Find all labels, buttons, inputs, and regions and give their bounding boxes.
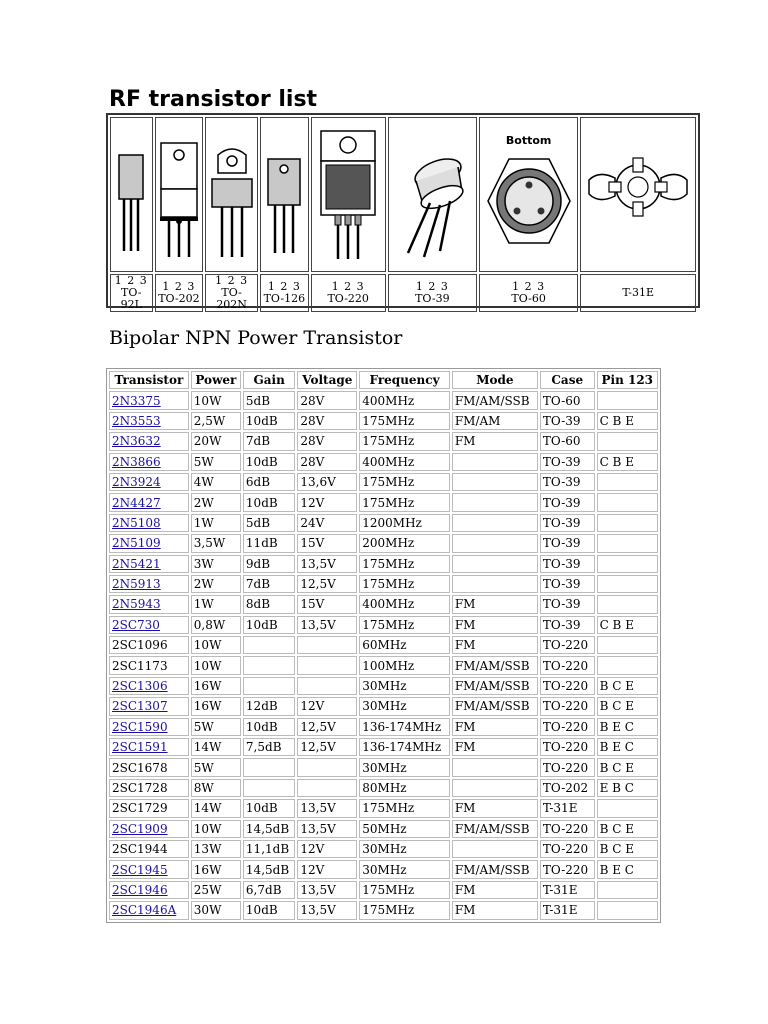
cell-frequency: 1200MHz [359, 514, 450, 532]
transistor-name: 2SC1729 [112, 801, 168, 816]
package-label-to-220: 1 2 3 TO-220 [311, 274, 386, 312]
cell-voltage: 13,5V [297, 820, 357, 838]
to-92l-package-icon [110, 117, 153, 272]
cell-gain: 7dB [243, 575, 295, 593]
cell-frequency: 100MHz [359, 656, 450, 674]
header-frequency: Frequency [359, 371, 450, 389]
cell-frequency: 175MHz [359, 901, 450, 919]
table-row [109, 493, 658, 511]
cell-voltage: 12V [297, 493, 357, 511]
cell-case: TO-220 [540, 860, 595, 878]
cell-mode: FM/AM/SSB [452, 820, 538, 838]
cell-pin [597, 595, 658, 613]
transistor-link[interactable]: 2SC1946 [112, 882, 168, 897]
cell-case: TO-39 [540, 514, 595, 532]
cell-power: 10W [191, 391, 241, 409]
table-row [109, 412, 658, 430]
cell-frequency: 30MHz [359, 860, 450, 878]
cell-case: TO-220 [540, 677, 595, 695]
cell-transistor [109, 636, 189, 654]
transistor-link[interactable]: 2N5943 [112, 597, 161, 612]
cell-transistor [109, 758, 189, 776]
cell-transistor [109, 779, 189, 797]
transistor-link[interactable]: 2SC1307 [112, 699, 168, 714]
package-label-to-39: 1 2 3 TO-39 [388, 274, 477, 312]
transistor-link[interactable]: 2SC1946A [112, 903, 177, 918]
header-power: Power [191, 371, 241, 389]
cell-power: 16W [191, 697, 241, 715]
package-label-to-202n: 1 2 3 TO-202N [205, 274, 258, 312]
cell-voltage: 13,5V [297, 616, 357, 634]
cell-pin [597, 391, 658, 409]
cell-pin: B E C [597, 860, 658, 878]
transistor-link[interactable]: 2N5108 [112, 515, 161, 530]
to-60-package-icon [479, 117, 578, 272]
cell-frequency: 175MHz [359, 799, 450, 817]
package-diagram-table [106, 113, 700, 311]
cell-power: 8W [191, 779, 241, 797]
cell-gain: 11,1dB [243, 840, 295, 858]
cell-voltage: 12V [297, 840, 357, 858]
cell-frequency: 175MHz [359, 616, 450, 634]
cell-mode: FM [452, 432, 538, 450]
cell-transistor [109, 473, 189, 491]
cell-pin [597, 881, 658, 899]
cell-case: TO-220 [540, 656, 595, 674]
cell-case: TO-220 [540, 718, 595, 736]
cell-frequency: 400MHz [359, 453, 450, 471]
header-pin: Pin 123 [597, 371, 658, 389]
cell-frequency: 136-174MHz [359, 718, 450, 736]
table-row [109, 534, 658, 552]
cell-power: 1W [191, 514, 241, 532]
cell-transistor [109, 595, 189, 613]
transistor-link[interactable]: 2N3632 [112, 434, 161, 449]
transistor-link[interactable]: 2N5109 [112, 536, 161, 551]
transistor-name: 2SC1944 [112, 842, 168, 857]
cell-gain: 10dB [243, 799, 295, 817]
table-row [109, 555, 658, 573]
cell-case: TO-60 [540, 391, 595, 409]
cell-power: 2W [191, 493, 241, 511]
table-row [109, 881, 658, 899]
transistor-link[interactable]: 2SC1306 [112, 679, 168, 694]
cell-pin: B C E [597, 820, 658, 838]
cell-mode: FM [452, 616, 538, 634]
transistor-link[interactable]: 2SC730 [112, 617, 160, 632]
package-label-t-31e: T-31E [580, 274, 696, 312]
cell-gain: 10dB [243, 718, 295, 736]
cell-case: TO-39 [540, 473, 595, 491]
cell-power: 10W [191, 656, 241, 674]
cell-transistor [109, 677, 189, 695]
cell-voltage: 13,5V [297, 799, 357, 817]
cell-pin: E B C [597, 779, 658, 797]
cell-pin: B C E [597, 697, 658, 715]
cell-gain [243, 636, 295, 654]
transistor-name: 2SC1173 [112, 658, 168, 673]
cell-mode: FM [452, 595, 538, 613]
transistor-link[interactable]: 2N4427 [112, 495, 161, 510]
transistor-link[interactable]: 2N3866 [112, 454, 161, 469]
cell-pin [597, 636, 658, 654]
to-220-package-icon [311, 117, 386, 272]
header-transistor: Transistor [109, 371, 189, 389]
cell-frequency: 175MHz [359, 555, 450, 573]
cell-transistor [109, 820, 189, 838]
cell-case: TO-220 [540, 820, 595, 838]
cell-case: TO-39 [540, 493, 595, 511]
cell-voltage: 12,5V [297, 575, 357, 593]
cell-case: TO-60 [540, 432, 595, 450]
cell-transistor [109, 555, 189, 573]
cell-case: TO-39 [540, 534, 595, 552]
cell-power: 5W [191, 718, 241, 736]
cell-gain: 12dB [243, 697, 295, 715]
cell-mode [452, 534, 538, 552]
cell-mode [452, 840, 538, 858]
cell-voltage: 28V [297, 432, 357, 450]
transistor-link[interactable]: 2SC1945 [112, 862, 168, 877]
cell-pin [597, 473, 658, 491]
cell-power: 2W [191, 575, 241, 593]
cell-voltage: 28V [297, 453, 357, 471]
cell-case: TO-220 [540, 738, 595, 756]
cell-mode [452, 473, 538, 491]
cell-pin [597, 432, 658, 450]
package-label-to-126: 1 2 3 TO-126 [260, 274, 309, 312]
cell-gain [243, 656, 295, 674]
table-row [109, 677, 658, 695]
cell-voltage [297, 677, 357, 695]
cell-case: TO-202 [540, 779, 595, 797]
cell-case: T-31E [540, 901, 595, 919]
cell-transistor [109, 493, 189, 511]
table-row [109, 901, 658, 919]
table-row [109, 595, 658, 613]
cell-voltage: 28V [297, 412, 357, 430]
cell-transistor [109, 738, 189, 756]
cell-pin [597, 656, 658, 674]
table-row [109, 391, 658, 409]
cell-power: 30W [191, 901, 241, 919]
cell-transistor [109, 412, 189, 430]
cell-transistor [109, 840, 189, 858]
cell-mode: FM/AM [452, 412, 538, 430]
cell-frequency: 175MHz [359, 881, 450, 899]
transistor-link[interactable]: 2SC1590 [112, 719, 168, 734]
cell-frequency: 80MHz [359, 779, 450, 797]
cell-power: 10W [191, 636, 241, 654]
cell-gain: 10dB [243, 901, 295, 919]
cell-mode: FM [452, 901, 538, 919]
cell-case: TO-220 [540, 758, 595, 776]
cell-transistor [109, 453, 189, 471]
cell-gain: 6dB [243, 473, 295, 491]
cell-frequency: 30MHz [359, 758, 450, 776]
cell-pin: C B E [597, 412, 658, 430]
cell-power: 20W [191, 432, 241, 450]
cell-mode [452, 514, 538, 532]
page-title: RF transistor list [109, 87, 318, 112]
cell-frequency: 175MHz [359, 432, 450, 450]
table-row [109, 779, 658, 797]
cell-case: TO-39 [540, 575, 595, 593]
cell-mode: FM [452, 799, 538, 817]
table-row [109, 473, 658, 491]
cell-voltage: 13,5V [297, 901, 357, 919]
cell-pin [597, 493, 658, 511]
transistor-link[interactable]: 2N3924 [112, 475, 161, 490]
transistor-link[interactable]: 2SC1591 [112, 740, 168, 755]
to-39-package-icon [388, 117, 477, 272]
transistor-table [106, 368, 661, 923]
cell-case: TO-39 [540, 412, 595, 430]
cell-frequency: 400MHz [359, 391, 450, 409]
cell-case: TO-220 [540, 840, 595, 858]
cell-power: 5W [191, 758, 241, 776]
table-row [109, 840, 658, 858]
cell-transistor [109, 901, 189, 919]
cell-mode: FM/AM/SSB [452, 860, 538, 878]
cell-transistor [109, 860, 189, 878]
cell-voltage: 12,5V [297, 718, 357, 736]
cell-frequency: 30MHz [359, 697, 450, 715]
cell-gain: 10dB [243, 493, 295, 511]
table-row [109, 432, 658, 450]
cell-mode [452, 758, 538, 776]
cell-pin [597, 534, 658, 552]
cell-pin [597, 514, 658, 532]
cell-pin [597, 555, 658, 573]
cell-power: 3W [191, 555, 241, 573]
header-case: Case [540, 371, 595, 389]
header-mode: Mode [452, 371, 538, 389]
cell-frequency: 60MHz [359, 636, 450, 654]
cell-gain: 14,5dB [243, 820, 295, 838]
cell-case: TO-220 [540, 697, 595, 715]
cell-case: T-31E [540, 799, 595, 817]
cell-power: 25W [191, 881, 241, 899]
cell-transistor [109, 718, 189, 736]
cell-mode: FM [452, 881, 538, 899]
cell-gain: 7dB [243, 432, 295, 450]
cell-mode [452, 779, 538, 797]
cell-mode: FM [452, 718, 538, 736]
transistor-link[interactable]: 2N5421 [112, 556, 161, 571]
cell-mode: FM [452, 738, 538, 756]
table-row [109, 860, 658, 878]
cell-mode: FM/AM/SSB [452, 697, 538, 715]
cell-mode: FM/AM/SSB [452, 656, 538, 674]
cell-pin: B E C [597, 718, 658, 736]
table-row [109, 453, 658, 471]
cell-mode [452, 493, 538, 511]
cell-mode [452, 575, 538, 593]
cell-case: TO-39 [540, 555, 595, 573]
table-row [109, 758, 658, 776]
cell-case: TO-39 [540, 453, 595, 471]
cell-voltage: 28V [297, 391, 357, 409]
package-label-to-60: 1 2 3 TO-60 [479, 274, 578, 312]
cell-gain: 14,5dB [243, 860, 295, 878]
bottom-view-caption: Bottom [505, 134, 552, 147]
cell-gain: 10dB [243, 453, 295, 471]
cell-voltage [297, 758, 357, 776]
cell-gain: 6,7dB [243, 881, 295, 899]
cell-voltage: 12V [297, 860, 357, 878]
cell-pin [597, 799, 658, 817]
cell-power: 13W [191, 840, 241, 858]
cell-voltage: 12V [297, 697, 357, 715]
cell-transistor [109, 616, 189, 634]
cell-power: 10W [191, 820, 241, 838]
cell-mode: FM/AM/SSB [452, 391, 538, 409]
cell-frequency: 175MHz [359, 412, 450, 430]
cell-power: 14W [191, 799, 241, 817]
cell-mode [452, 453, 538, 471]
cell-voltage: 13,6V [297, 473, 357, 491]
cell-pin [597, 901, 658, 919]
cell-voltage [297, 656, 357, 674]
cell-voltage: 15V [297, 534, 357, 552]
cell-power: 5W [191, 453, 241, 471]
cell-gain [243, 758, 295, 776]
cell-pin: B E C [597, 738, 658, 756]
cell-gain: 10dB [243, 616, 295, 634]
cell-pin [597, 575, 658, 593]
cell-frequency: 175MHz [359, 493, 450, 511]
cell-frequency: 50MHz [359, 820, 450, 838]
cell-power: 16W [191, 860, 241, 878]
cell-gain: 7,5dB [243, 738, 295, 756]
table-row [109, 799, 658, 817]
transistor-link[interactable]: 2N3375 [112, 393, 161, 408]
cell-transistor [109, 534, 189, 552]
cell-frequency: 30MHz [359, 677, 450, 695]
package-label-to-92l: 1 2 3 TO-92L [110, 274, 153, 312]
table-row [109, 718, 658, 736]
cell-power: 4W [191, 473, 241, 491]
table-row [109, 738, 658, 756]
cell-power: 14W [191, 738, 241, 756]
to-202-package-icon [155, 117, 204, 272]
cell-voltage: 12,5V [297, 738, 357, 756]
cell-frequency: 400MHz [359, 595, 450, 613]
cell-voltage: 13,5V [297, 555, 357, 573]
cell-gain [243, 779, 295, 797]
cell-voltage: 24V [297, 514, 357, 532]
cell-pin: B C E [597, 677, 658, 695]
cell-power: 1W [191, 595, 241, 613]
transistor-link[interactable]: 2N3553 [112, 413, 161, 428]
header-voltage: Voltage [297, 371, 357, 389]
to-126-package-icon [260, 117, 309, 272]
cell-pin: B C E [597, 840, 658, 858]
transistor-link[interactable]: 2N5913 [112, 577, 161, 592]
cell-power: 0,8W [191, 616, 241, 634]
cell-pin: C B E [597, 616, 658, 634]
cell-mode: FM [452, 636, 538, 654]
table-row [109, 820, 658, 838]
cell-frequency: 30MHz [359, 840, 450, 858]
table-row [109, 514, 658, 532]
cell-gain [243, 677, 295, 695]
cell-mode [452, 555, 538, 573]
cell-transistor [109, 799, 189, 817]
cell-case: TO-39 [540, 616, 595, 634]
cell-gain: 5dB [243, 391, 295, 409]
cell-frequency: 200MHz [359, 534, 450, 552]
cell-mode: FM/AM/SSB [452, 677, 538, 695]
cell-transistor [109, 575, 189, 593]
transistor-name: 2SC1678 [112, 760, 168, 775]
cell-voltage: 15V [297, 595, 357, 613]
package-label-to-202: 1 2 3 TO-202 [155, 274, 204, 312]
table-row [109, 636, 658, 654]
cell-power: 2,5W [191, 412, 241, 430]
cell-voltage [297, 636, 357, 654]
cell-transistor [109, 432, 189, 450]
cell-frequency: 136-174MHz [359, 738, 450, 756]
table-header-row [109, 371, 658, 389]
transistor-link[interactable]: 2SC1909 [112, 821, 168, 836]
section-title: Bipolar NPN Power Transistor [109, 327, 403, 349]
header-gain: Gain [243, 371, 295, 389]
cell-gain: 9dB [243, 555, 295, 573]
cell-case: T-31E [540, 881, 595, 899]
transistor-name: 2SC1096 [112, 638, 168, 653]
cell-voltage: 13,5V [297, 881, 357, 899]
cell-transistor [109, 697, 189, 715]
transistor-name: 2SC1728 [112, 781, 168, 795]
table-row [109, 656, 658, 674]
cell-pin: C B E [597, 453, 658, 471]
cell-gain: 8dB [243, 595, 295, 613]
cell-case: TO-39 [540, 595, 595, 613]
cell-voltage [297, 779, 357, 797]
cell-frequency: 175MHz [359, 575, 450, 593]
cell-frequency: 175MHz [359, 473, 450, 491]
cell-power: 3,5W [191, 534, 241, 552]
table-row [109, 575, 658, 593]
cell-transistor [109, 656, 189, 674]
cell-case: TO-220 [540, 636, 595, 654]
cell-power: 16W [191, 677, 241, 695]
cell-transistor [109, 391, 189, 409]
table-row [109, 616, 658, 634]
cell-transistor [109, 881, 189, 899]
to-202n-package-icon [205, 117, 258, 272]
table-row [109, 697, 658, 715]
cell-gain: 11dB [243, 534, 295, 552]
t-31e-package-icon [580, 117, 696, 272]
cell-gain: 10dB [243, 412, 295, 430]
cell-pin: B C E [597, 758, 658, 776]
cell-gain: 5dB [243, 514, 295, 532]
cell-transistor [109, 514, 189, 532]
